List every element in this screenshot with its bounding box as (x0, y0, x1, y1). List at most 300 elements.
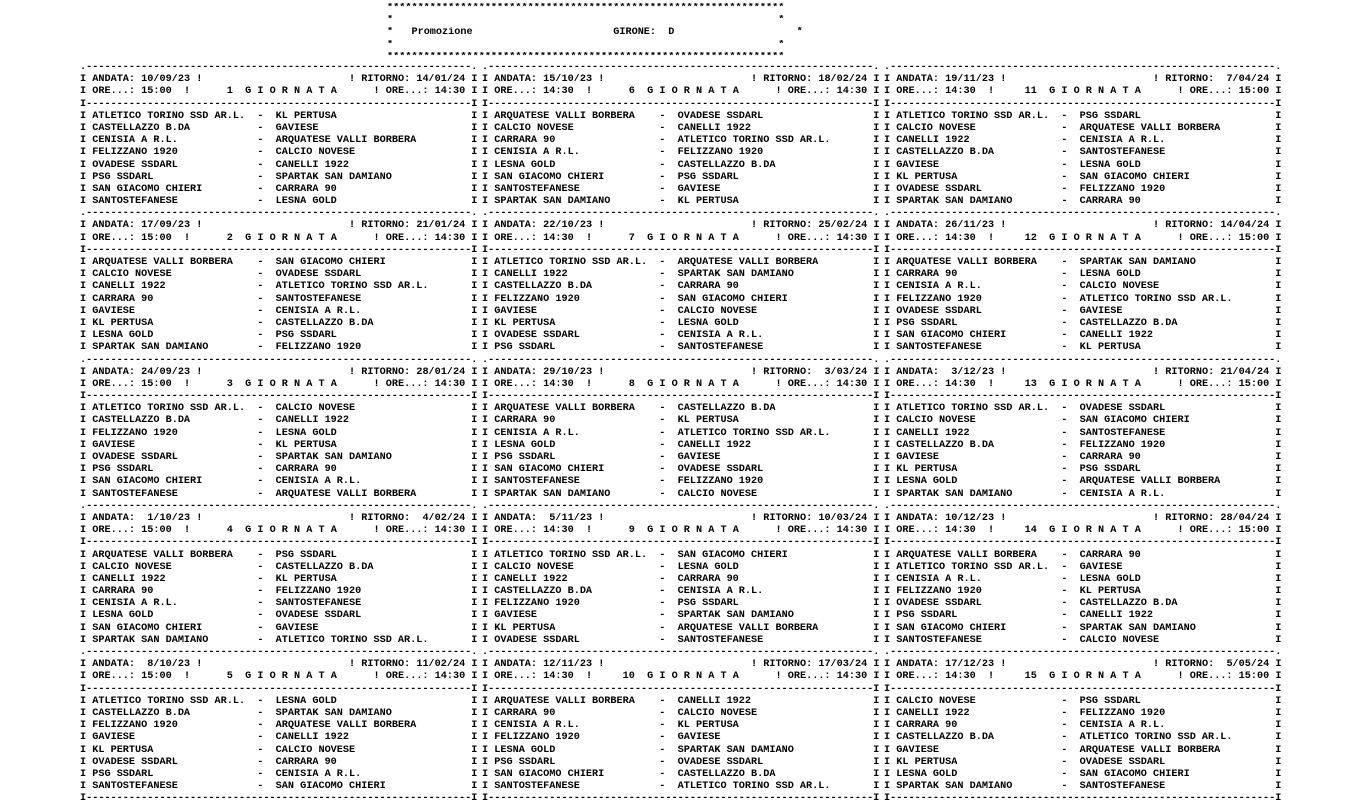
match-row: I GAVIESE - CALCIO NOVESE I (482, 305, 880, 317)
andata-label: ANDATA: (494, 74, 538, 86)
andata-date: 17/09/23 (141, 220, 191, 232)
giornata-number: 6 (622, 86, 635, 98)
match-row: I PSG SSDARL - GAVIESE I (482, 452, 880, 463)
giornata-number: 7 (622, 232, 635, 244)
match-row: I FELIZZANO 1920 - SAN GIACOMO CHIERI I (482, 293, 880, 305)
away-team: ARQUATESE VALLI BORBERA (275, 720, 417, 732)
away-team: LESNA GOLD (275, 695, 337, 707)
match-row: I CANELLI 1922 - FELIZZANO 1920 I (884, 707, 1282, 719)
match-row: I CALCIO NOVESE - PSG SSDARL I (884, 695, 1282, 707)
away-team: GAVIESE (275, 122, 319, 134)
match-row: I PSG SSDARL - OVADESE SSDARL I (482, 756, 880, 768)
home-team: ATLETICO TORINO SSD AR.L. (92, 403, 246, 415)
match-row: I OVADESE SSDARL - CASTELLAZZO B.DA I (884, 598, 1282, 610)
home-team: KL PERTUSA (896, 756, 958, 768)
andata-label: ANDATA: (494, 220, 538, 232)
round-separator: .---------------------------------------------------------------. (884, 208, 1282, 220)
match-row: I KL PERTUSA - CASTELLAZZO B.DA I (80, 317, 478, 329)
home-team: CENISIA A R.L. (494, 427, 580, 439)
home-team: SANTOSTEFANESE (494, 476, 580, 488)
away-team: FELIZZANO 1920 (677, 147, 764, 159)
andata-label: ANDATA: (896, 74, 940, 86)
match-row: I CASTELLAZZO B.DA - SANTOSTEFANESE I (884, 147, 1282, 159)
home-team: PSG SSDARL (494, 452, 556, 463)
ore-label: ORE...: (1189, 86, 1233, 98)
home-team: CANELLI 1922 (896, 135, 970, 147)
away-team: ARQUATESE VALLI BORBERA (275, 488, 417, 500)
match-row: I CENISIA A R.L. - ATLETICO TORINO SSD AR.L. I (482, 427, 880, 439)
home-team: CENISIA A R.L. (92, 135, 178, 147)
away-team: CARRARA 90 (677, 573, 739, 585)
ritorno-date: 21/04/24 (1220, 366, 1270, 378)
home-team: PSG SSDARL (896, 317, 958, 329)
round-dates-line: I ANDATA: 19/11/23 ! ! RITORNO: 7/04/24 I (884, 74, 1282, 86)
round-inner-separator: I---------------------------------------------------------------I (884, 683, 1282, 695)
away-team: CENISIA A R.L. (1079, 720, 1166, 732)
andata-label: ANDATA: (896, 366, 940, 378)
andata-date: 3/12/23 (945, 366, 995, 378)
away-team: KL PERTUSA (677, 415, 739, 427)
round-times-line: I ORE...: 14:30 ! 7 G I O R N A T A ! ORE...: 14:30 I (482, 232, 880, 244)
round-dates-line: I ANDATA: 12/11/23 ! ! RITORNO: 17/03/24 I (482, 659, 880, 671)
home-team: SPARTAK SAN DAMIANO (92, 634, 209, 646)
home-team: FELIZZANO 1920 (494, 598, 580, 610)
round-separator: .---------------------------------------------------------------. (80, 208, 478, 220)
home-team: KL PERTUSA (92, 317, 154, 329)
match-row: I LESNA GOLD - SAN GIACOMO CHIERI I (884, 768, 1282, 780)
match-row: I CENISIA A R.L. - ARQUATESE VALLI BORBERA I (80, 135, 478, 147)
away-team: FELIZZANO 1920 (1079, 439, 1166, 451)
away-team: OVADESE SSDARL (677, 756, 764, 768)
ore-label: ORE...: (92, 671, 136, 683)
ritorno-date: 21/01/24 (416, 220, 466, 232)
round-inner-separator: I---------------------------------------------------------------I (884, 537, 1282, 549)
andata-label: ANDATA: (494, 366, 538, 378)
ore-ritorno: 15:00 (1238, 525, 1270, 537)
ore-ritorno: 15:00 (1238, 671, 1270, 683)
match-row: I SPARTAK SAN DAMIANO - ATLETICO TORINO SSD AR.L. I (80, 634, 478, 646)
ore-label: ORE...: (787, 86, 831, 98)
match-row: I ARQUATESE VALLI BORBERA - CANELLI 1922 I (482, 695, 880, 707)
match-row: I OVADESE SSDARL - CANELLI 1922 I (80, 159, 478, 171)
away-team: LESNA GOLD (1079, 269, 1141, 281)
away-team: ARQUATESE VALLI BORBERA (1079, 122, 1221, 134)
ore-label: ORE...: (385, 86, 429, 98)
match-row: I CARRARA 90 - ATLETICO TORINO SSD AR.L. I (482, 135, 880, 147)
match-row: I CASTELLAZZO B.DA - SPARTAK SAN DAMIANO I (80, 707, 478, 719)
home-team: SAN GIACOMO CHIERI (494, 768, 605, 780)
ritorno-label: RITORNO: (361, 366, 411, 378)
away-team: CENISIA A R.L. (275, 305, 362, 317)
home-team: CASTELLAZZO B.DA (896, 439, 995, 451)
away-team: ARQUATESE VALLI BORBERA (677, 622, 819, 634)
ritorno-date: 28/04/24 (1220, 512, 1270, 524)
away-team: SANTOSTEFANESE (275, 293, 362, 305)
away-team: LESNA GOLD (1079, 573, 1141, 585)
ritorno-date: 18/02/24 (818, 74, 868, 86)
round-inner-separator: I---------------------------------------------------------------I (80, 683, 478, 695)
andata-label: ANDATA: (494, 659, 538, 671)
away-team: GAVIESE (677, 183, 721, 195)
giornata-number: 2 (220, 232, 233, 244)
round-dates-line: I ANDATA: 1/10/23 ! ! RITORNO: 4/02/24 I (80, 512, 478, 524)
home-team: SANTOSTEFANESE (896, 342, 982, 354)
giornata-label: G I O R N A T A (245, 232, 337, 244)
home-team: CALCIO NOVESE (896, 122, 976, 134)
match-row: I CENISIA A R.L. - LESNA GOLD I (884, 573, 1282, 585)
ritorno-label: RITORNO: (361, 659, 411, 671)
match-row: I KL PERTUSA - CALCIO NOVESE I (80, 744, 478, 756)
category-label: Promozione (411, 27, 473, 39)
ore-label: ORE...: (494, 232, 538, 244)
giornata-label: G I O R N A T A (1049, 525, 1141, 537)
andata-label: ANDATA: (494, 512, 538, 524)
home-team: ARQUATESE VALLI BORBERA (494, 110, 635, 122)
match-row: I SPARTAK SAN DAMIANO - CALCIO NOVESE I (482, 488, 880, 500)
ore-ritorno: 14:30 (836, 86, 868, 98)
home-team: FELIZZANO 1920 (896, 293, 982, 305)
away-team: PSG SSDARL (1079, 110, 1141, 122)
away-team: CANELLI 1922 (1079, 330, 1154, 342)
away-team: SAN GIACOMO CHIERI (275, 781, 386, 793)
match-row: I PSG SSDARL - CASTELLAZZO B.DA I (884, 317, 1282, 329)
round-separator: .---------------------------------------------------------------. (482, 62, 880, 73)
column-bottom-separator: I---------------------------------------------------------------I (80, 793, 478, 805)
home-team: CANELLI 1922 (896, 707, 970, 719)
away-team: CASTELLAZZO B.DA (275, 561, 374, 573)
away-team: KL PERTUSA (275, 439, 337, 451)
match-row: I SANTOSTEFANESE - ATLETICO TORINO SSD AR.L. I (482, 781, 880, 793)
away-team: CENISIA A R.L. (677, 330, 764, 342)
round-inner-separator: I---------------------------------------------------------------I (884, 391, 1282, 403)
giornata-number: 15 (1024, 671, 1037, 683)
round-separator: .---------------------------------------------------------------. (884, 647, 1282, 658)
home-team: SPARTAK SAN DAMIANO (92, 342, 209, 354)
ore-andata: 15:00 (141, 378, 172, 390)
match-row: I CALCIO NOVESE - CANELLI 1922 I (482, 122, 880, 134)
away-team: CASTELLAZZO B.DA (1079, 598, 1178, 610)
round-dates-line: I ANDATA: 22/10/23 ! ! RITORNO: 25/02/24 I (482, 220, 880, 232)
giornata-label: G I O R N A T A (647, 86, 739, 98)
away-team: CASTELLAZZO B.DA (677, 768, 776, 780)
giornata-number: 10 (622, 671, 635, 683)
home-team: CANELLI 1922 (92, 573, 166, 585)
away-team: CENISIA A R.L. (1079, 135, 1166, 147)
round-inner-separator: I---------------------------------------------------------------I (482, 683, 880, 695)
away-team: FELIZZANO 1920 (1079, 183, 1166, 195)
round-separator: .---------------------------------------------------------------. (884, 500, 1282, 512)
girone-value: D (668, 27, 675, 39)
home-team: FELIZZANO 1920 (92, 427, 178, 439)
match-row: I CENISIA A R.L. - FELIZZANO 1920 I (482, 147, 880, 159)
andata-date: 1/10/23 (141, 512, 191, 524)
away-team: ATLETICO TORINO SSD AR.L. (677, 135, 831, 147)
andata-date: 10/09/23 (141, 74, 191, 86)
away-team: LESNA GOLD (1079, 159, 1141, 171)
home-team: KL PERTUSA (494, 622, 556, 634)
round-block-2 (80, 208, 477, 354)
round-dates-line: I ANDATA: 24/09/23 ! ! RITORNO: 28/01/24 I (80, 366, 478, 378)
ore-ritorno: 14:30 (836, 671, 868, 683)
match-row: I SAN GIACOMO CHIERI - CARRARA 90 I (80, 183, 478, 195)
round-block-14 (884, 501, 1281, 647)
ore-label: ORE...: (1189, 232, 1233, 244)
andata-date: 8/10/23 (141, 659, 191, 671)
andata-label: ANDATA: (92, 220, 136, 232)
ore-label: ORE...: (92, 378, 136, 390)
match-row: I CARRARA 90 - LESNA GOLD I (884, 269, 1282, 281)
andata-date: 19/11/23 (945, 74, 995, 86)
away-team: PSG SSDARL (1079, 464, 1141, 476)
away-team: CARRARA 90 (275, 464, 337, 476)
home-team: LESNA GOLD (896, 476, 958, 488)
home-team: CARRARA 90 (896, 720, 958, 732)
home-team: SPARTAK SAN DAMIANO (896, 488, 1013, 500)
ore-ritorno: 14:30 (434, 378, 466, 390)
ore-andata: 14:30 (543, 232, 574, 244)
round-inner-separator: I---------------------------------------------------------------I (80, 244, 478, 256)
giornata-number: 4 (220, 525, 233, 537)
ore-andata: 15:00 (141, 525, 172, 537)
match-row: I SANTOSTEFANESE - CALCIO NOVESE I (884, 634, 1282, 646)
andata-date: 29/10/23 (543, 366, 593, 378)
match-row: I SPARTAK SAN DAMIANO - SANTOSTEFANESE I (884, 781, 1282, 793)
home-team: SANTOSTEFANESE (92, 196, 178, 208)
match-row: I CASTELLAZZO B.DA - FELIZZANO 1920 I (884, 439, 1282, 451)
match-row: I SANTOSTEFANESE - ARQUATESE VALLI BORBERA I (80, 488, 478, 500)
home-team: SPARTAK SAN DAMIANO (896, 196, 1013, 208)
andata-date: 15/10/23 (543, 74, 593, 86)
ore-andata: 14:30 (945, 378, 976, 390)
away-team: SANTOSTEFANESE (1079, 147, 1166, 159)
home-team: ATLETICO TORINO SSD AR.L. (896, 403, 1050, 415)
ritorno-date: 5/05/24 (1220, 659, 1270, 671)
ore-andata: 14:30 (543, 671, 574, 683)
round-times-line: I ORE...: 15:00 ! 4 G I O R N A T A ! ORE...: 14:30 I (80, 525, 478, 537)
match-row: I CANELLI 1922 - SANTOSTEFANESE I (884, 427, 1282, 439)
ore-label: ORE...: (494, 378, 538, 390)
giornata-number: 14 (1024, 525, 1037, 537)
home-team: ARQUATESE VALLI BORBERA (896, 257, 1037, 268)
away-team: GAVIESE (1079, 561, 1123, 573)
away-team: PSG SSDARL (275, 330, 337, 342)
andata-date: 17/12/23 (945, 659, 995, 671)
match-row: I CALCIO NOVESE - ARQUATESE VALLI BORBERA I (884, 122, 1282, 134)
match-row: I ARQUATESE VALLI BORBERA - CASTELLAZZO B.DA I (482, 403, 880, 415)
round-dates-line: I ANDATA: 8/10/23 ! ! RITORNO: 11/02/24 I (80, 659, 478, 671)
match-row: I SAN GIACOMO CHIERI - CASTELLAZZO B.DA I (482, 768, 880, 780)
round-block-5 (80, 647, 477, 793)
round-separator: .---------------------------------------------------------------. (482, 354, 880, 366)
ore-ritorno: 14:30 (434, 525, 466, 537)
home-team: CASTELLAZZO B.DA (92, 707, 191, 719)
away-team: KL PERTUSA (275, 573, 337, 585)
giornata-label: G I O R N A T A (647, 378, 739, 390)
home-team: ARQUATESE VALLI BORBERA (92, 257, 233, 268)
home-team: SANTOSTEFANESE (92, 781, 178, 793)
away-team: CALCIO NOVESE (677, 305, 758, 317)
ore-ritorno: 15:00 (1238, 378, 1270, 390)
match-row: I GAVIESE - CANELLI 1922 I (80, 732, 478, 744)
match-row: I SAN GIACOMO CHIERI - GAVIESE I (80, 622, 478, 634)
match-row: I SANTOSTEFANESE - LESNA GOLD I (80, 196, 478, 208)
match-row: I OVADESE SSDARL - SANTOSTEFANESE I (482, 634, 880, 646)
away-team: SPARTAK SAN DAMIANO (1079, 257, 1196, 268)
home-team: GAVIESE (92, 439, 136, 451)
andata-label: ANDATA: (896, 220, 940, 232)
ore-label: ORE...: (1189, 378, 1233, 390)
away-team: SAN GIACOMO CHIERI (677, 549, 788, 561)
header-border-line: * * (387, 39, 785, 51)
giornata-label: G I O R N A T A (1049, 671, 1141, 683)
match-row: I FELIZZANO 1920 - LESNA GOLD I (80, 427, 478, 439)
home-team: ATLETICO TORINO SSD AR.L. (494, 257, 648, 268)
round-times-line: I ORE...: 14:30 ! 13 G I O R N A T A ! ORE...: 15:00 I (884, 378, 1282, 390)
round-times-line: I ORE...: 14:30 ! 15 G I O R N A T A ! ORE...: 15:00 I (884, 671, 1282, 683)
match-row: I CALCIO NOVESE - OVADESE SSDARL I (80, 269, 478, 281)
home-team: CASTELLAZZO B.DA (896, 147, 995, 159)
giornata-label: G I O R N A T A (647, 525, 739, 537)
away-team: OVADESE SSDARL (677, 464, 764, 476)
ore-ritorno: 14:30 (836, 378, 868, 390)
round-block-10 (482, 647, 879, 793)
away-team: SPARTAK SAN DAMIANO (275, 171, 392, 183)
match-row: I FELIZZANO 1920 - ARQUATESE VALLI BORBERA I (80, 720, 478, 732)
away-team: FELIZZANO 1920 (1079, 707, 1166, 719)
andata-date: 26/11/23 (945, 220, 995, 232)
home-team: OVADESE SSDARL (896, 598, 982, 610)
away-team: CALCIO NOVESE (275, 744, 356, 756)
ore-label: ORE...: (896, 378, 940, 390)
ore-ritorno: 14:30 (836, 232, 868, 244)
round-times-line: I ORE...: 15:00 ! 3 G I O R N A T A ! ORE...: 14:30 I (80, 378, 478, 390)
home-team: FELIZZANO 1920 (92, 147, 178, 159)
away-team: CANELLI 1922 (275, 732, 350, 744)
away-team: CARRARA 90 (1079, 549, 1141, 561)
ore-label: ORE...: (896, 525, 940, 537)
away-team: SANTOSTEFANESE (275, 598, 362, 610)
match-row: I CARRARA 90 - CALCIO NOVESE I (482, 707, 880, 719)
match-row: I LESNA GOLD - CASTELLAZZO B.DA I (482, 159, 880, 171)
ritorno-date: 10/03/24 (818, 512, 868, 524)
ore-label: ORE...: (385, 232, 429, 244)
home-team: SANTOSTEFANESE (92, 488, 178, 500)
away-team: LESNA GOLD (677, 561, 739, 573)
home-team: SAN GIACOMO CHIERI (494, 464, 605, 476)
match-row: I SPARTAK SAN DAMIANO - CARRARA 90 I (884, 196, 1282, 208)
home-team: GAVIESE (896, 452, 940, 463)
home-team: CALCIO NOVESE (494, 561, 574, 573)
header-border-top: ***************************************************************** (387, 3, 785, 14)
away-team: SPARTAK SAN DAMIANO (275, 707, 392, 719)
home-team: CARRARA 90 (494, 415, 556, 427)
ritorno-label: RITORNO: (1165, 366, 1215, 378)
away-team: ATLETICO TORINO SSD AR.L. (677, 781, 831, 793)
away-team: OVADESE SSDARL (1079, 403, 1166, 415)
away-team: CALCIO NOVESE (275, 403, 356, 415)
ore-label: ORE...: (896, 86, 940, 98)
match-row: I CENISIA A R.L. - KL PERTUSA I (482, 720, 880, 732)
away-team: CANELLI 1922 (677, 439, 752, 451)
home-team: ARQUATESE VALLI BORBERA (494, 403, 635, 415)
away-team: SAN GIACOMO CHIERI (1079, 768, 1190, 780)
andata-label: ANDATA: (92, 512, 136, 524)
home-team: CASTELLAZZO B.DA (92, 415, 191, 427)
away-team: ARQUATESE VALLI BORBERA (275, 135, 417, 147)
match-row: I SANTOSTEFANESE - FELIZZANO 1920 I (482, 476, 880, 488)
home-team: LESNA GOLD (896, 768, 958, 780)
match-row: I GAVIESE - LESNA GOLD I (884, 159, 1282, 171)
away-team: CARRARA 90 (275, 183, 337, 195)
away-team: SPARTAK SAN DAMIANO (677, 610, 794, 622)
match-row: I CALCIO NOVESE - LESNA GOLD I (482, 561, 880, 573)
home-team: KL PERTUSA (896, 171, 958, 183)
home-team: FELIZZANO 1920 (494, 293, 580, 305)
home-team: ATLETICO TORINO SSD AR.L. (92, 110, 246, 122)
home-team: PSG SSDARL (92, 768, 154, 780)
home-team: LESNA GOLD (92, 610, 154, 622)
ritorno-label: RITORNO: (1165, 74, 1215, 86)
match-row: I FELIZZANO 1920 - CALCIO NOVESE I (80, 147, 478, 159)
home-team: CENISIA A R.L. (92, 598, 178, 610)
match-row: I SPARTAK SAN DAMIANO - FELIZZANO 1920 I (80, 342, 478, 354)
away-team: CENISIA A R.L. (677, 586, 764, 598)
away-team: CANELLI 1922 (1079, 610, 1154, 622)
round-block-7 (482, 208, 879, 354)
ore-andata: 14:30 (543, 378, 574, 390)
away-team: CASTELLAZZO B.DA (677, 159, 776, 171)
away-team: ATLETICO TORINO SSD AR.L. (1079, 732, 1233, 744)
match-row: I ATLETICO TORINO SSD AR.L. - ARQUATESE VALLI BORBERA I (482, 257, 880, 268)
andata-label: ANDATA: (92, 659, 136, 671)
match-row: I OVADESE SSDARL - GAVIESE I (884, 305, 1282, 317)
away-team: CANELLI 1922 (677, 122, 752, 134)
away-team: KL PERTUSA (677, 196, 739, 208)
away-team: KL PERTUSA (1079, 342, 1141, 354)
match-row: I CARRARA 90 - KL PERTUSA I (482, 415, 880, 427)
home-team: CASTELLAZZO B.DA (494, 281, 593, 293)
home-team: CALCIO NOVESE (494, 122, 574, 134)
away-team: KL PERTUSA (275, 110, 337, 122)
home-team: CARRARA 90 (92, 586, 154, 598)
round-block-6 (482, 62, 879, 208)
ritorno-label: RITORNO: (361, 512, 411, 524)
away-team: ARQUATESE VALLI BORBERA (1079, 744, 1221, 756)
giornata-label: G I O R N A T A (245, 671, 337, 683)
away-team: FELIZZANO 1920 (275, 342, 362, 354)
home-team: SPARTAK SAN DAMIANO (494, 488, 611, 500)
round-separator: .---------------------------------------------------------------. (80, 62, 478, 73)
away-team: CENISIA A R.L. (275, 476, 362, 488)
ritorno-date: 17/03/24 (818, 659, 868, 671)
away-team: CARRARA 90 (677, 281, 739, 293)
giornata-label: G I O R N A T A (245, 525, 337, 537)
round-dates-line: I ANDATA: 15/10/23 ! ! RITORNO: 18/02/24 I (482, 74, 880, 86)
away-team: SANTOSTEFANESE (1079, 427, 1166, 439)
match-row: I GAVIESE - CENISIA A R.L. I (80, 305, 478, 317)
giornata-number: 1 (220, 86, 233, 98)
match-row: I ARQUATESE VALLI BORBERA - PSG SSDARL I (80, 549, 478, 561)
round-inner-separator: I---------------------------------------------------------------I (482, 244, 880, 256)
andata-date: 5/11/23 (543, 512, 593, 524)
round-times-line: I ORE...: 15:00 ! 1 G I O R N A T A ! ORE...: 14:30 I (80, 86, 478, 98)
home-team: OVADESE SSDARL (92, 159, 178, 171)
home-team: CALCIO NOVESE (92, 269, 172, 281)
match-row: I SANTOSTEFANESE - SAN GIACOMO CHIERI I (80, 781, 478, 793)
round-times-line: I ORE...: 14:30 ! 14 G I O R N A T A ! ORE...: 15:00 I (884, 525, 1282, 537)
match-row: I CASTELLAZZO B.DA - CARRARA 90 I (482, 281, 880, 293)
ore-andata: 15:00 (141, 86, 172, 98)
